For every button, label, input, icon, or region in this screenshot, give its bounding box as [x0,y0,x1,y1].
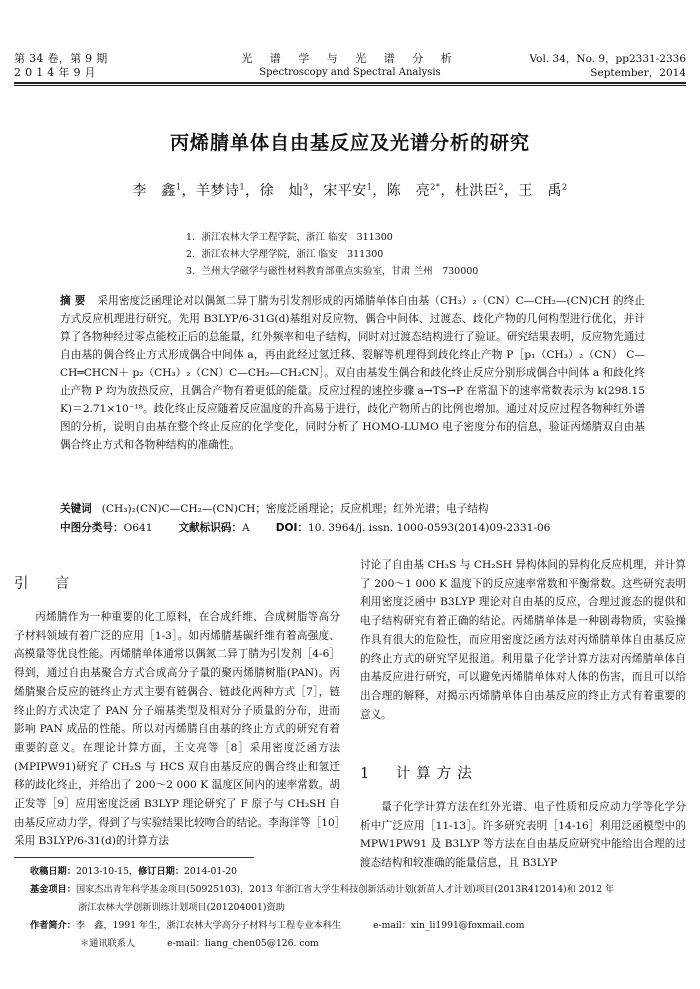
author-affil-marker: 3 [303,182,309,192]
affiliation-list [186,229,478,280]
right-paragraph-1: 讨论了自由基 CH₃S 与 CH₂SH 异构体间的异构化反应机理，并计算了 200～1 000 K 温度下的反应速率常数和平衡常数。这些研究表明利用密度泛函中 B3LYP 理论对自由基的反应，合理过渡态的提供和电子结构研究有着正确的结论。丙烯腈单体是一种剧毒物质，实验操作具有很大的危险性，而应用密度泛函方法对丙烯腈单体自由基反应的终止方式的研究罕见报道。利用量子化学计算方法对丙烯腈单体自由基反应进行研究，可以避免丙烯腈单体对人体的伤害，而且可以给出合理的解释，对揭示丙烯腈单体自由基反应的终止方式有着重要的意义。 [360,559,686,721]
keywords-label: 关键词 [60,503,92,515]
header-rule-thin [14,85,686,86]
methods-column [360,798,686,873]
footnote-author [30,917,685,935]
received-label: 收稿日期： [30,866,76,877]
doc-code-value: A [242,522,250,534]
volume-label: 第 34 卷，第 9 期 [14,52,108,65]
footnote-fund [30,881,685,899]
fund-label: 基金项目： [30,884,76,895]
doi-value[interactable]: 10. 3964/j. issn. 1000-0593(2014)09-2331-06 [308,522,551,534]
author-affil-marker: 1 [175,182,182,192]
author-bio: 李 鑫，1991 年生，浙江农林大学高分子材料与工程专业本科生 [75,920,342,931]
footnote-correspondence [30,935,685,953]
clc-value: O641 [123,522,153,534]
fund-text-cont: 浙江农林大学创新训练计划项目(201204001)资助 [78,902,285,913]
author-name: 宋平安 [323,183,367,199]
revised-label: 修订日期： [138,866,185,877]
abstract-text: 采用密度泛函理论对以偶氮二异丁腈为引发剂形成的丙烯腈单体自由基（CH₃）₂（CN）C—CH₂—(CN)CH 的终止方式反应机理进行研究。先用 B3LYP/6-31G(d)基组对反应物、偶合中间体、过渡态、歧化产物的几何构型进行优化，并计算了各物种经过零点能校正后的总能量，红外频率和电子结构，同时对过渡态结构进行了验证。研究结果表明，反应物先通过自由基的偶合终止方式形成偶合中间体 a，再由此经过氢迁移、裂解等机理得到歧化终止产物 P［p₁（CH₃）₂（CN） C—CH═CHCN＋ p₂（CH₃）₂（CN）C—CH₂—CH₂CN］。双自由基发生偶合和歧化终止反应分别形成偶合中间体 a 和歧化终止产物 P 均为放热反应，且偶合产物有着更低的能量。反应过程的速控步骤 a→TS→P 在常温下的速率常数表示为 k(298.15 K)＝2.71×10⁻¹⁸。歧化终止反应随着反应温度的升高易于进行，歧化产物所占的比例也增加。通过对反应过程各物种红外谱图的分析，说明自由基在整个终止反应的化学变化，同时分析了 HOMO-LUMO 电子密度分布的信息，验证丙烯腈双自由基偶合终止方式和各物种结构的准确性。 [60,295,646,451]
author-name: 徐 灿 [259,183,304,199]
issue-date: 2 0 1 4 年 9 月 [14,66,96,79]
author-name: 李 鑫 [132,183,176,199]
author-affil-marker: 1 [239,182,246,192]
author-name: 王 禹 [518,183,562,199]
abstract [60,292,645,454]
author-bio-label: 作者简介： [30,920,76,931]
keywords [60,500,660,518]
intro-column [14,608,340,851]
corr-email[interactable]: e-mail：liang_chen05@126. com [167,938,319,949]
affiliation-item: 1．浙江农林大学工程学院，浙江 临安 311300 [186,232,393,243]
affiliation-item: 3．兰州大学磁学与磁性材料教育部重点实验室，甘肃 兰州 730000 [186,266,479,277]
journal-name-cn: 光 谱 学 与 光 谱 分 析 [241,52,459,65]
citation-info [530,52,686,80]
author-name: 杜洪臣 [454,183,499,199]
clc-label: 中图分类号： [60,522,124,534]
citation-label: Vol. 34，No. 9，pp2331-2336 [529,53,686,65]
section-heading-intro: 引 言 [14,576,76,592]
author-affil-marker: 1 [366,182,373,192]
author-email[interactable]: e-mail：xin_li1991@foxmail.com [373,920,525,931]
intro-paragraph: 丙烯腈作为一种重要的化工原料，在合成纤维、合成树脂等高分子材料领域有着广泛的应用［1-3］。如丙烯腈基碳纤维有着高强度、高模量等优良性能。丙烯腈单体通常以偶氮二异丁腈为引发剂［4-6］得到，通过自由基聚合方式合成高分子量的聚丙烯腈树脂(PAN)。丙烯腈聚合反应的链终止方式主要有链偶合、链歧化两种方式［7］，链终止的方式决定了 PAN 分子端基类型及相对分子质量的分布，进而影响 PAN 成品的性能。所以对丙烯腈自由基的终止方式的研究有着重要的意义。在理论计算方面，王文亮等［8］采用密度泛函方法(MPIPW91)研究了 CH₂S 与 HCS 双自由基反应的偶合终止和氢迁移的歧化终止，并给出了 200～2 000 K 温度区间内的速率常数。胡正发等［9］应用密度泛函 B3LYP 理论研究了 F 原子与 CH₂SH 自由基反应动力学，得到了与实验结果比较吻合的结论。李海洋等［10］采用 B3LYP/6-31(d)的计算方法 [14,611,340,848]
doi-label: DOI： [275,522,309,534]
corr-label: ＊通讯联系人 [80,938,136,949]
paper-title: 丙烯腈单体自由基反应及光谱分析的研究 [169,132,530,154]
author-list: 李 鑫$^1$，羊梦诗$^1$，徐 灿$^3$，宋平安$^1$，陈 亮$^{2*}$，杜洪臣$^2$，王 禹$^2$ [132,182,568,199]
author-name: 羊梦诗 [196,183,240,199]
keywords-text: (CH₃)₂(CN)C—CH₂—(CN)CH；密度泛函理论；反应机理；红外光谱；电子结构 [101,503,489,515]
section-heading-methods: 1 计算方法 [360,766,478,782]
journal-name-en: Spectroscopy and Spectral Analysis [259,67,441,78]
affiliation-item: 2．浙江农林大学理学院，浙江 临安 311300 [186,249,384,260]
author-affil-marker: 2* [430,182,441,192]
methods-paragraph: 量子化学计算方法在红外光谱、电子性质和反应动力学等化学分析中广泛应用［11-13］。许多研究表明［14-16］利用泛函模型中的 MPW1PW91 及 B3LYP 等方法在自由基反应研究中能给出合理的过渡态结构和较准确的能量信息，且 B3LYP [360,801,686,870]
revised-date: 2014-01-20 [184,866,238,877]
header-rule [14,82,686,84]
doc-code-label: 文献标识码： [178,522,243,534]
fund-text: 国家杰出青年科学基金项目(50925103)，2013 年浙江省大学生科技创新活动计划(新苗人才计划)项目(2013R412014)和 2012 年 [75,884,615,895]
author-affil-marker: 2 [561,182,568,192]
footnote-rule [14,857,254,858]
footnote-received [30,863,685,881]
footnotes [30,863,685,953]
classification-line [60,519,660,537]
abstract-label: 摘要 [60,295,90,307]
author-affil-marker: 2 [498,182,504,192]
received-date: 2013-10-15， [75,866,139,877]
citation-month: September，2014 [590,67,686,79]
right-column [360,556,686,724]
author-name: 陈 亮 [386,183,431,199]
